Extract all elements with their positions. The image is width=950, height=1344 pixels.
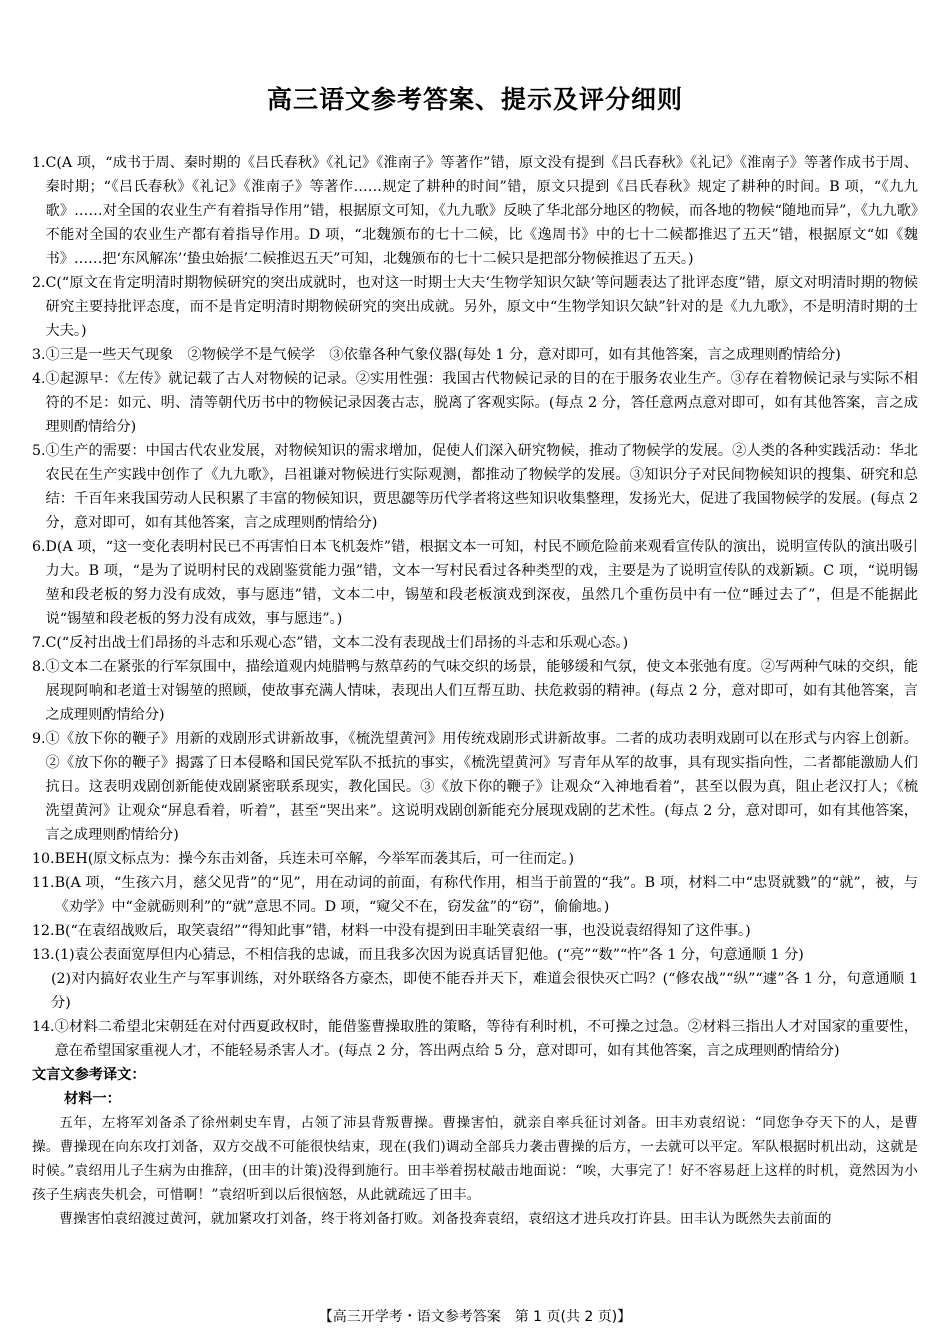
answer-item (32, 631, 918, 655)
answer-number: 6. (32, 539, 46, 555)
answer-subpart: (2)对内搞好农业生产与军事训练，对外联络各方豪杰，即使不能吞并天下，难道会很快灭亡吗？(“修农战”“纵”“遽”各 1 分，句意通顺 1 分) (51, 971, 918, 1011)
answer-item (32, 919, 918, 943)
answer-text: C(“反衬出战士们昂扬的斗志和乐观心态”错，文本二没有表现战士们昂扬的斗志和乐观心态。) (45, 635, 629, 651)
answer-number: 13. (32, 947, 55, 963)
answer-text: ①生产的需要：中国古代农业发展，对物候知识的需求增加，促使人们深入研究物候，推动了物候学的发展。②人类的各种实践活动：华北农民在生产实践中创作了《九九歌》，吕祖谦对物候进行实际观测，都推动了物候学的发展。③知识分子对民间物候知识的搜集、研究和总结：千百年来我国劳动人民积累了丰富的物候知识，贾思勰等历代学者将这些知识收集整理，发扬光大，促进了我国物候学的发展。(每点 2 分，意对即可，如有其他答案，言之成理则酌情给分) (45, 443, 918, 531)
answer-text: ①材料二希望北宋朝廷在对付西夏政权时，能借鉴曹操取胜的策略，等待有利时机，不可操之过急。②材料三指出人才对国家的重要性，意在希望国家重视人才，不能轻易杀害人才。(每点 2 分，答出两点给 5 分，意对即可，如有其他答案，言之成理则酌情给分) (54, 1019, 918, 1059)
answer-text: (1)袁公表面宽厚但内心猜忌，不相信我的忠诚，而且我多次因为说真话冒犯他。(“亮”“数”“忤”各 1 分，句意通顺 1 分) (54, 947, 804, 963)
answer-item (32, 727, 918, 847)
translation-heading: 文言文参考译文： (32, 1067, 146, 1083)
answer-item (32, 943, 918, 967)
answer-item (32, 871, 918, 919)
answer-number: 1. (32, 155, 46, 171)
answer-item (32, 367, 918, 439)
answer-text: B(“在袁绍战败后，取笑袁绍”“得知此事”错，材料一中没有提到田丰耻笑袁绍一事，也没说袁绍得知了这件事。) (54, 923, 751, 939)
answer-number: 10. (32, 851, 55, 867)
answer-item (32, 1015, 918, 1063)
answer-text: C(A 项，“成书于周、秦时期的《吕氏春秋》《礼记》《淮南子》等著作”错，原文没有提到《吕氏春秋》《礼记》《淮南子》等著作成书于周、秦时期；“《吕氏春秋》《礼记》《淮南子》等著作……规定了耕种的时间”错，原文只提到《吕氏春秋》规定了耕种的时间。B 项，“《九九歌》……对全国的农业生产有着指导作用”错，根据原文可知，《九九歌》反映了华北部分地区的物候，而各地的物候“随地而异”，《九九歌》不能对全国的农业生产都有着指导作用。D 项，“北魏颁布的七十二候，比《逸周书》中的七十二候都推迟了五天”错，根据原文“如《魏书》……把‘东风解冻’‘蛰虫始振’二候推迟五天”可知，北魏颁布的七十二候只是把部分物候推迟了五天。) (45, 155, 918, 267)
answer-item (32, 151, 918, 271)
page-title: 高三语文参考答案、提示及评分细则 (266, 85, 683, 114)
answer-number: 3. (32, 347, 46, 363)
answer-item (32, 655, 918, 727)
answer-item (32, 343, 918, 367)
answer-number: 4. (32, 371, 46, 387)
answer-number: 2. (32, 275, 46, 291)
answer-text: ①《放下你的鞭子》用新的戏剧形式讲新故事，《梳洗望黄河》用传统戏剧形式讲新故事。二者的成功表明戏剧可以在形式与内容上创新。②《放下你的鞭子》揭露了日本侵略和国民党军队不抵抗的事实，《梳洗望黄河》写青年从军的故事，具有现实指向性，二者都能激励人们抗日。这表明戏剧创新能使戏剧紧密联系现实，教化国民。③《放下你的鞭子》让观众“入神地看着”，甚至以假为真，阻止老汉打人；《梳洗望黄河》让观众“屏息看着，听着”，甚至“哭出来”。这说明戏剧创新能充分展现戏剧的艺术性。(每点 2 分，意对即可，如有其他答案，言之成理则酌情给分) (45, 731, 918, 843)
answer-number: 14. (32, 1019, 55, 1035)
answer-item (32, 535, 918, 631)
answer-item (32, 271, 918, 343)
answer-body (32, 151, 918, 1231)
answer-text: BEH(原文标点为：操今东击刘备，兵连未可卒解，今举军而袭其后，可一往而定。) (54, 851, 575, 867)
answer-number: 12. (32, 923, 55, 939)
answer-text: D(A 项，“这一变化表明村民已不再害怕日本飞机轰炸”错，根据文本一可知，村民不顾危险前来观看宣传队的演出，说明宣传队的演出吸引力大。B 项，“是为了说明村民的戏剧鉴赏能力强”错，文本一写村民看过各种类型的戏，主要是为了说明宣传队的戏新颖。C 项，“说明锡堃和段老板的努力没有成效，事与愿违”错，文本二中，锡堃和段老板演戏到深夜，虽然几个重伤员中有一位“睡过去了”，但是不能据此说“锡堃和段老板的努力没有成效，事与愿违”。) (45, 539, 918, 627)
answer-item (32, 439, 918, 535)
answer-number: 11. (32, 875, 55, 891)
answer-text: ①文本二在紧张的行军氛围中，描绘道观内炖腊鸭与熬草药的气味交织的场景，能够缓和气氛，使文本张弛有度。②写两种气味的交织，能展现阿响和老道士对锡堃的照顾，使故事充满人情味，表现出人们互帮互助、扶危救弱的精神。(每点 2 分，意对即可，如有其他答案，言之成理则酌情给分) (45, 659, 918, 723)
translation-paragraph: 五年，左将军刘备杀了徐州刺史车胄，占领了沛县背叛曹操。曹操害怕，就亲自率兵征讨刘备。田丰劝袁绍说：“同您争夺天下的人，是曹操。曹操现在向东攻打刘备，双方交战不可能很快结束，现在(我们)调动全部兵力袭击曹操的后方，一去就可以平定。军队根据时机出动，这就是时候。”袁绍用儿子生病为由推辞，(田丰的计策)没得到施行。田丰举着拐杖敲击地面说：“唉，大事完了！好不容易赶上这样的时机，竟然因为小孩子生病丧失机会，可惜啊！”袁绍听到以后很恼怒，从此就疏远了田丰。 (32, 1115, 918, 1203)
answer-text: C(“原文在肯定明清时期物候研究的突出成就时，也对这一时期士大夫‘生物学知识欠缺’等问题表达了批评态度”错，原文对明清时期的物候研究主要持批评态度，而不是肯定明清时期物候研究的突出成就。另外，原文中“生物学知识欠缺”针对的是《九九歌》，不是明清时期的士大夫。) (45, 275, 918, 339)
answer-text: ①三是一些天气现象 ②物候学不是气候学 ③依靠各种气象仪器(每处 1 分，意对即可，如有其他答案，言之成理则酌情给分) (45, 347, 841, 363)
answer-text: B(A 项，“生孩六月，慈父见背”的“见”，用在动词的前面，有称代作用，相当于前置的“我”。B 项，材料二中“忠贤就戮”的“就”，被，与《劝学》中“金就砺则利”的“就”意思不同。D 项，“窥父不在，窃发盆”的“窃”，偷偷地。) (54, 875, 918, 915)
translation-paragraph: 曹操害怕袁绍渡过黄河，就加紧攻打刘备，终于将刘备打败。刘备投奔袁绍，袁绍这才进兵攻打许县。田丰认为既然失去前面的 (59, 1211, 832, 1227)
answer-text: ①起源早：《左传》就记载了古人对物候的记录。②实用性强：我国古代物候记录的目的在于服务农业生产。③存在着物候记录与实际不相符的不足：如元、明、清等朝代历书中的物候记录因袭古志，脱离了客观实际。(每点 2 分，答任意两点意对即可，如有其他答案，言之成理则酌情给分) (45, 371, 918, 435)
translation-subheading: 材料一： (64, 1091, 121, 1107)
answer-number: 7. (32, 635, 46, 651)
answer-number: 5. (32, 443, 46, 459)
page-footer: 【高三开学考・语文参考答案 第 1 页(共 2 页)】 (318, 1309, 632, 1325)
answer-item (32, 847, 918, 871)
answer-number: 9. (32, 731, 46, 747)
answer-number: 8. (32, 659, 46, 675)
